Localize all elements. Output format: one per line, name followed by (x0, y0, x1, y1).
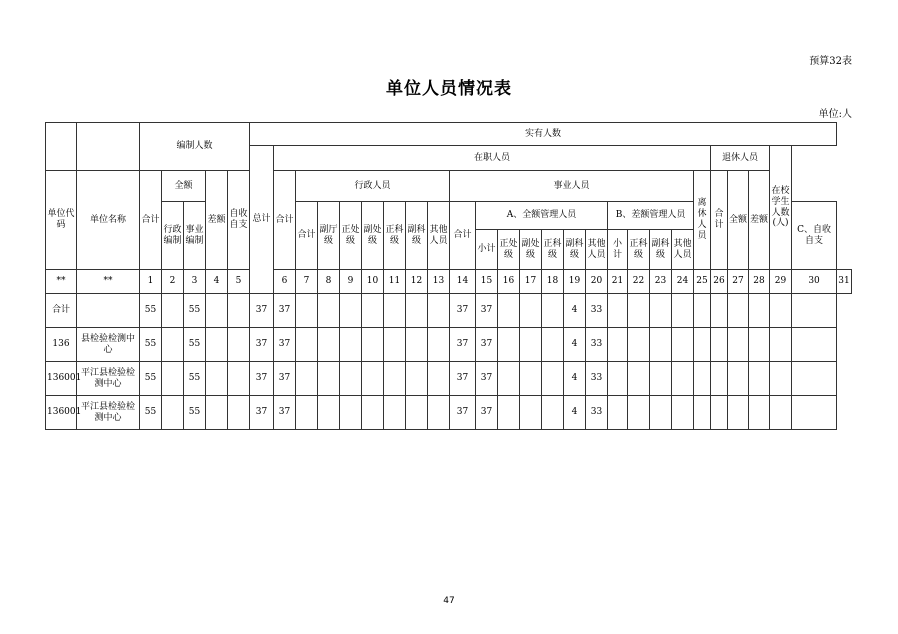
value-cell: 37 (476, 328, 498, 362)
value-cell (228, 396, 250, 430)
value-cell (608, 396, 628, 430)
header-a-deputy-division: 副处级 (520, 230, 542, 270)
value-cell (162, 396, 184, 430)
page-title: 单位人员情况表 (386, 79, 512, 99)
table-row (46, 328, 852, 362)
header-institution: 事业人员 (450, 171, 694, 202)
header-admin-division-chief: 正处级 (340, 202, 362, 270)
column-index-cell: 30 (792, 270, 837, 294)
header-admin-section-chief: 正科级 (384, 202, 406, 270)
column-index-cell: 24 (672, 270, 694, 294)
column-index-cell: 8 (318, 270, 340, 294)
header-b-subtotal: 小计 (608, 230, 628, 270)
value-cell (498, 328, 520, 362)
table-number-tag: 预算32表 (809, 56, 852, 67)
value-cell: 37 (450, 396, 476, 430)
unit-name-cell (77, 294, 140, 328)
column-index-cell: 21 (608, 270, 628, 294)
value-cell: 37 (274, 362, 296, 396)
value-cell (711, 396, 728, 430)
value-cell: 37 (274, 396, 296, 430)
unit-name-cell: 平江县检验检测中心 (77, 396, 140, 430)
value-cell (628, 294, 650, 328)
value-cell (792, 396, 837, 430)
value-cell: 33 (586, 328, 608, 362)
header-retired-total: 合计 (711, 171, 728, 270)
value-cell: 4 (564, 294, 586, 328)
value-cell (628, 362, 650, 396)
header-inst-total: 合计 (450, 202, 476, 270)
value-cell (728, 328, 749, 362)
value-cell (711, 362, 728, 396)
value-cell (206, 294, 228, 328)
value-cell (672, 362, 694, 396)
value-cell: 55 (140, 294, 162, 328)
value-cell (206, 362, 228, 396)
column-index-cell: 31 (837, 270, 852, 294)
value-cell: 4 (564, 362, 586, 396)
value-cell (728, 396, 749, 430)
column-index-cell: 25 (694, 270, 711, 294)
value-cell: 55 (184, 362, 206, 396)
header-b-others: 其他人员 (672, 230, 694, 270)
value-cell (749, 362, 770, 396)
column-index-cell: ** (77, 270, 140, 294)
column-index-cell: 16 (498, 270, 520, 294)
value-cell (542, 328, 564, 362)
header-b-mgmt: B、差额管理人员 (608, 202, 694, 230)
value-cell (228, 362, 250, 396)
value-cell (628, 328, 650, 362)
value-cell (384, 328, 406, 362)
value-cell (428, 396, 450, 430)
value-cell: 55 (140, 362, 162, 396)
header-a-subtotal: 小计 (476, 230, 498, 270)
value-cell (520, 328, 542, 362)
table-row (46, 362, 852, 396)
column-index-cell: 3 (184, 270, 206, 294)
page-number: 47 (443, 596, 455, 606)
value-cell (498, 294, 520, 328)
header-staff-total: 合计 (140, 171, 162, 270)
column-index-cell: 10 (362, 270, 384, 294)
column-index-cell: 19 (564, 270, 586, 294)
value-cell: 37 (450, 328, 476, 362)
header-a-others: 其他人员 (586, 230, 608, 270)
value-cell (428, 328, 450, 362)
table-row (46, 396, 852, 430)
value-cell (770, 328, 792, 362)
value-cell (650, 294, 672, 328)
value-cell: 37 (476, 294, 498, 328)
value-cell (206, 328, 228, 362)
value-cell (672, 396, 694, 430)
header-actual: 实有人数 (250, 123, 837, 146)
header-full-funding: 全额 (162, 171, 206, 202)
header-b-section-chief: 正科级 (628, 230, 650, 270)
header-a-section-chief: 正科级 (542, 230, 564, 270)
value-cell (542, 396, 564, 430)
header-admin-deputy-bureau: 副厅级 (318, 202, 340, 270)
value-cell (520, 362, 542, 396)
unit-code-cell: 136001 (46, 396, 77, 430)
column-index-cell: 17 (520, 270, 542, 294)
value-cell (650, 362, 672, 396)
value-cell (362, 396, 384, 430)
value-cell (384, 362, 406, 396)
value-cell (340, 362, 362, 396)
value-cell: 37 (450, 294, 476, 328)
value-cell (694, 328, 711, 362)
column-index-cell: 2 (162, 270, 184, 294)
column-index-cell: 20 (586, 270, 608, 294)
unit-name-cell: 县检验检测中心 (77, 328, 140, 362)
column-index-cell: 29 (770, 270, 792, 294)
value-cell: 37 (250, 396, 274, 430)
table-row (46, 294, 852, 328)
table-body (46, 294, 852, 430)
value-cell: 55 (184, 328, 206, 362)
unit-code-cell: 合计 (46, 294, 77, 328)
header-a-deputy-section: 副科级 (564, 230, 586, 270)
value-cell (362, 328, 384, 362)
value-cell (340, 294, 362, 328)
value-cell (428, 362, 450, 396)
value-cell (384, 396, 406, 430)
value-cell (608, 362, 628, 396)
header-name: 单位名称 (77, 171, 140, 270)
value-cell (792, 294, 837, 328)
header-staffing: 编制人数 (140, 123, 250, 171)
value-cell (650, 328, 672, 362)
value-cell: 37 (274, 328, 296, 362)
column-index-cell: 22 (628, 270, 650, 294)
header-admin-total: 合计 (296, 202, 318, 270)
header-code: 单位代码 (46, 171, 77, 270)
value-cell (728, 294, 749, 328)
column-index-cell: 7 (296, 270, 318, 294)
header-admin-deputy-division: 副处级 (362, 202, 384, 270)
value-cell (406, 328, 428, 362)
value-cell (728, 362, 749, 396)
value-cell: 4 (564, 328, 586, 362)
column-index-cell: 11 (384, 270, 406, 294)
value-cell (318, 396, 340, 430)
unit-code-cell: 136001 (46, 362, 77, 396)
value-cell (694, 396, 711, 430)
value-cell (749, 396, 770, 430)
value-cell (608, 294, 628, 328)
value-cell (498, 396, 520, 430)
value-cell: 37 (476, 362, 498, 396)
unit-name-cell: 平江县检验检测中心 (77, 362, 140, 396)
value-cell (520, 294, 542, 328)
column-index-cell: 12 (406, 270, 428, 294)
value-cell: 37 (274, 294, 296, 328)
header-self-funded: 自收自支 (228, 171, 250, 270)
value-cell: 55 (184, 396, 206, 430)
value-cell (542, 294, 564, 328)
column-index-cell: 6 (274, 270, 296, 294)
blank-corner-name (77, 123, 140, 171)
header-retired: 退休人员 (711, 146, 770, 171)
value-cell (296, 328, 318, 362)
value-cell: 33 (586, 362, 608, 396)
value-cell: 37 (250, 328, 274, 362)
header-on-duty: 在职人员 (274, 146, 711, 171)
header-a-division-chief: 正处级 (498, 230, 520, 270)
header-on-duty-total: 合计 (274, 171, 296, 270)
value-cell (406, 396, 428, 430)
header-students: 在校学生人数(人) (770, 146, 792, 270)
column-index-row (46, 270, 852, 294)
column-index-cell: ** (46, 270, 77, 294)
personnel-table (45, 122, 852, 430)
value-cell: 37 (250, 294, 274, 328)
value-cell (228, 328, 250, 362)
column-index-cell: 15 (476, 270, 498, 294)
value-cell (749, 328, 770, 362)
value-cell: 37 (250, 362, 274, 396)
blank-corner-code (46, 123, 77, 171)
unit-code-cell: 136 (46, 328, 77, 362)
value-cell (162, 328, 184, 362)
column-index-cell: 5 (228, 270, 250, 294)
value-cell (711, 328, 728, 362)
value-cell: 55 (140, 328, 162, 362)
value-cell (749, 294, 770, 328)
column-index-cell: 18 (542, 270, 564, 294)
value-cell (384, 294, 406, 328)
value-cell (711, 294, 728, 328)
value-cell: 37 (450, 362, 476, 396)
column-index-cell: 14 (450, 270, 476, 294)
value-cell: 33 (586, 396, 608, 430)
header-diff: 差额 (206, 171, 228, 270)
value-cell (694, 362, 711, 396)
value-cell (792, 362, 837, 396)
value-cell (162, 294, 184, 328)
value-cell (498, 362, 520, 396)
value-cell (428, 294, 450, 328)
header-grand-total: 总计 (250, 146, 274, 294)
column-index-cell: 13 (428, 270, 450, 294)
value-cell (162, 362, 184, 396)
header-admin-others: 其他人员 (428, 202, 450, 270)
value-cell: 55 (140, 396, 162, 430)
value-cell: 4 (564, 396, 586, 430)
value-cell (770, 362, 792, 396)
column-index-cell: 23 (650, 270, 672, 294)
value-cell (792, 328, 837, 362)
header-inst-staffing: 事业编制 (184, 202, 206, 270)
value-cell (340, 396, 362, 430)
value-cell (318, 328, 340, 362)
value-cell (770, 294, 792, 328)
header-retired-diff: 差额 (749, 171, 770, 270)
value-cell (672, 294, 694, 328)
value-cell (362, 294, 384, 328)
value-cell (340, 328, 362, 362)
column-index-cell: 9 (340, 270, 362, 294)
column-index-cell: 1 (140, 270, 162, 294)
value-cell (628, 396, 650, 430)
header-b-deputy-section: 副科级 (650, 230, 672, 270)
value-cell (770, 396, 792, 430)
header-admin-staffing: 行政编制 (162, 202, 184, 270)
value-cell (608, 328, 628, 362)
value-cell (362, 362, 384, 396)
header-admin: 行政人员 (296, 171, 450, 202)
value-cell (672, 328, 694, 362)
value-cell (520, 396, 542, 430)
value-cell (206, 396, 228, 430)
value-cell (406, 362, 428, 396)
value-cell: 33 (586, 294, 608, 328)
value-cell (542, 362, 564, 396)
value-cell (318, 362, 340, 396)
column-index-cell: 27 (728, 270, 749, 294)
header-departed: 离休人员 (694, 171, 711, 270)
value-cell (296, 396, 318, 430)
header-c-self: C、自收自支 (792, 202, 837, 270)
column-index-cell: 26 (711, 270, 728, 294)
column-index-cell: 4 (206, 270, 228, 294)
value-cell: 55 (184, 294, 206, 328)
header-admin-deputy-section: 副科级 (406, 202, 428, 270)
value-cell (296, 362, 318, 396)
header-a-mgmt: A、全额管理人员 (476, 202, 608, 230)
value-cell (694, 294, 711, 328)
value-cell (296, 294, 318, 328)
value-cell: 37 (476, 396, 498, 430)
value-cell (228, 294, 250, 328)
header-retired-full: 全额 (728, 171, 749, 270)
value-cell (650, 396, 672, 430)
column-index-cell: 28 (749, 270, 770, 294)
value-cell (318, 294, 340, 328)
value-cell (406, 294, 428, 328)
unit-label: 单位:人 (818, 109, 852, 120)
